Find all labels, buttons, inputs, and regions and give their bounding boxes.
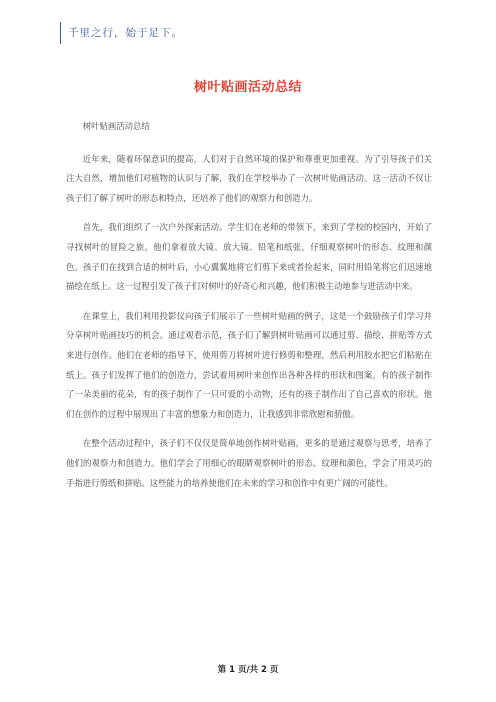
document-title: 树叶贴画活动总结 (193, 80, 302, 95)
body-paragraph-3: 在课堂上，我们利用投影仪向孩子们展示了一些树叶贴画的例子，这是一个鼓励孩子们学习并分享树叶贴画技巧的机会。通过观看示范，孩子们了解到树叶贴画可以通过剪、描绘、拼贴等方式来进行创作。他们在老师的指导下，使用剪刀将树叶进行修剪和整理，然后利用胶水把它们粘贴在纸上。孩子们发挥了他们的创造力，尝试着用树叶来创作出各种各样的形状和图案，有的孩子制作了一朵美丽的花朵，有的孩子制作了一只可爱的小动物，还有的孩子制作出了自己喜欢的形状。他们在创作的过程中展现出了丰富的想象力和创造力，让我感到非常欣慰和骄傲。 (66, 310, 432, 419)
body-paragraph-2: 首先，我们组织了一次户外探索活动。学生们在老师的带领下，来到了学校的校园内，开始了寻找树叶的冒险之旅。他们拿着放大镜、放大镜、铅笔和纸张，仔细观察树叶的形态、纹理和颜色。孩子们在找到合适的树叶后，小心翼翼地将它们剪下来或者捡起来，同时用铅笔将它们迅速地描绘在纸上。这一过程引发了孩子们对树叶的好奇心和兴趣，他们积极主动地参与进活动中来。 (66, 222, 432, 292)
header-motto: 千里之行，始于足下。 (60, 22, 183, 44)
page-number: 第 1 页/共 2 页 (217, 665, 279, 675)
document-body (66, 117, 432, 503)
body-paragraph-1: 近年来，随着环保意识的提高，人们对于自然环境的保护和尊重更加重视。为了引导孩子们关注大自然，增加他们对植物的认识与了解，我们在学校举办了一次树叶贴画活动。这一活动不仅让孩子们了解了树叶的形态和特点，还培养了他们的观察力和创造力。 (66, 153, 432, 203)
body-paragraph-4: 在整个活动过程中，孩子们不仅仅是简单地创作树叶贴画，更多的是通过观察与思考，培养了他们的观察力和创造力。他们学会了用细心的眼睛观察树叶的形态、纹理和颜色，学会了用灵巧的手指进行剪纸和拼贴。这些能力的培养使他们在未来的学习和创作中有更广阔的可能性。 (66, 438, 432, 488)
document-subtitle: 树叶贴画活动总结 (82, 121, 150, 131)
